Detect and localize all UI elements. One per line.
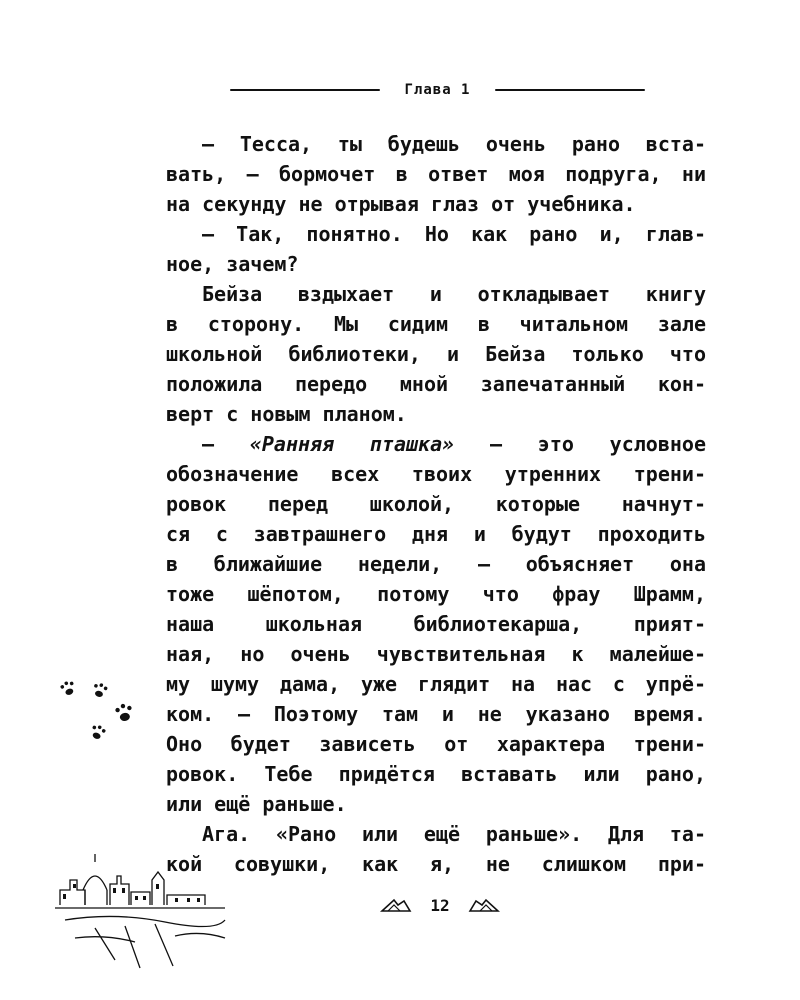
text-line: — Так, понятно. Но как рано и, глав- [202,222,706,246]
dash: — [202,432,250,456]
body-text [166,129,706,879]
text-line: в ближайшие недели, — объясняет она [166,552,706,576]
text-line: или ещё раньше. [166,792,347,816]
text-line [166,429,706,459]
text-line: — Тесса, ты будешь очень рано вста- [202,132,706,156]
text-line: Оно будет зависеть от характера трени- [166,732,706,756]
text-line: тоже шёпотом, потому что фрау Шрамм, [166,582,706,606]
text-line: вать, — бормочет в ответ моя подруга, ни [166,162,706,186]
text-line: обозначение всех твоих утренних трени- [166,462,706,486]
text-line: в сторону. Мы сидим в читальном зале [166,312,706,336]
text-line: ная, но очень чувствительная к малейше- [166,642,706,666]
header-rule-left [230,89,380,91]
ornament-left-icon [380,897,412,913]
text-line: положила передо мной запечатанный кон- [166,372,706,396]
text-line: му шуму дама, уже глядит на нас с упрё- [166,672,706,696]
line-remainder: — это условное [454,432,706,456]
emphasis-phrase: «Ранняя пташка» [249,432,455,456]
text-line: на секунду не отрывая глаз от учебника. [166,192,636,216]
text-line: ком. — Поэтому там и не указано время. [166,702,706,726]
text-line: верт с новым планом. [166,402,407,426]
text-line: ровок перед школой, которые начнут- [166,492,706,516]
ornament-right-icon [468,897,500,913]
city-skyline-icon [55,850,235,970]
chapter-header [230,78,645,102]
text-line: наша школьная библиотекарша, прият- [166,612,706,636]
page-number: 12 [430,895,450,915]
text-line: ся с завтрашнего дня и будут проходить [166,522,706,546]
header-rule-right [495,89,645,91]
paw-prints-icon [58,670,148,750]
text-line: ное, зачем? [166,252,299,276]
page-footer [380,893,500,917]
chapter-title: Глава 1 [404,82,471,98]
text-line: ровок. Тебе придётся вставать или рано, [166,762,706,786]
text-line: кой совушки, как я, не слишком при- [166,852,706,876]
text-line: Бейза вздыхает и откладывает книгу [202,282,706,306]
text-line: школьной библиотеки, и Бейза только что [166,342,706,366]
text-line: Ага. «Рано или ещё раньше». Для та- [202,822,706,846]
